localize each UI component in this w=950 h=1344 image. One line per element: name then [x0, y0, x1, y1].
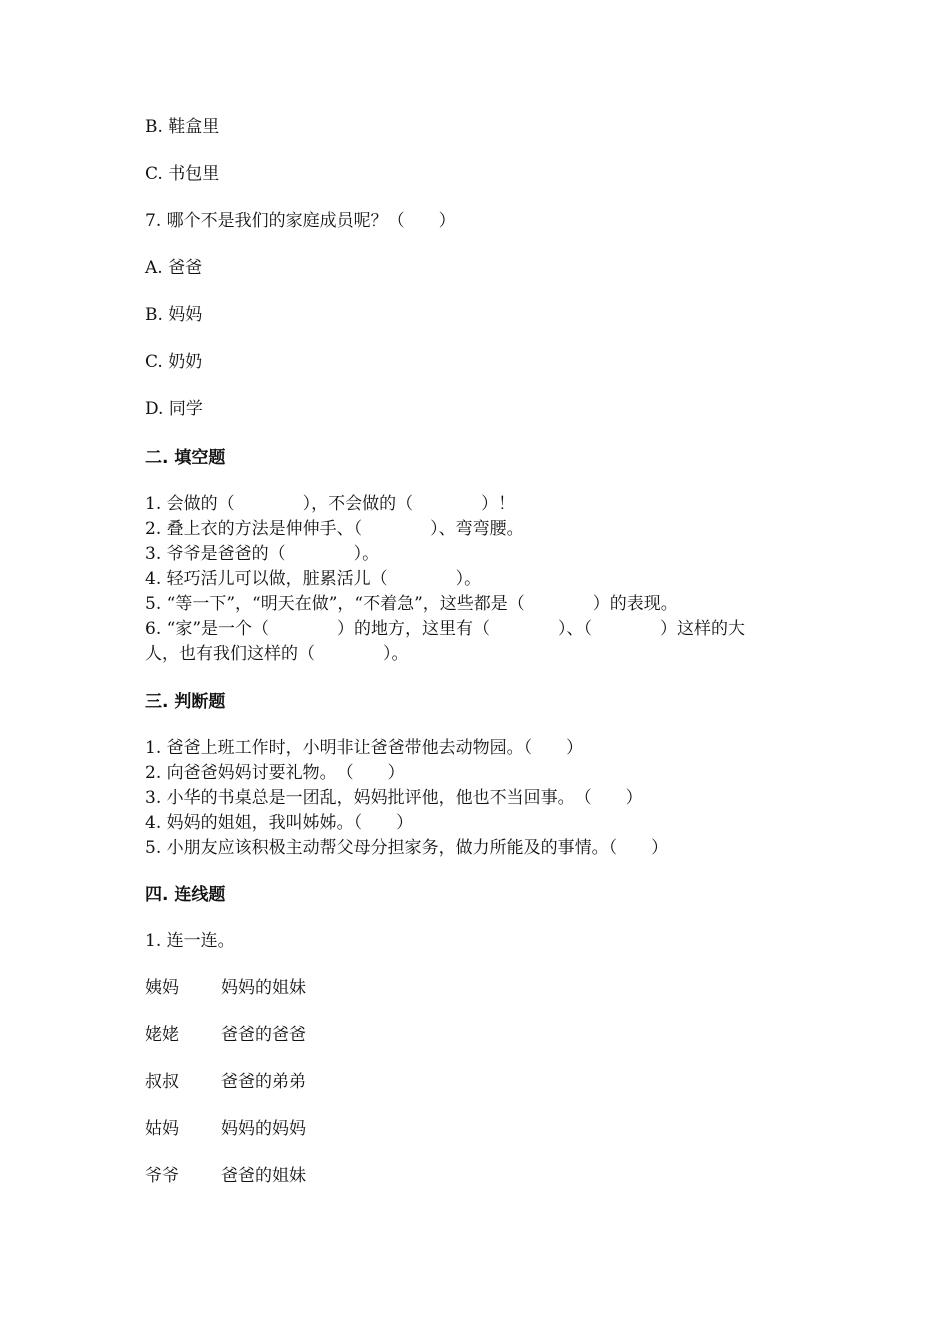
match-left-term: 姑妈 — [145, 1119, 179, 1139]
match-right-term: 妈妈的姐妹 — [221, 978, 306, 998]
match-prompt: 1. 连一连。 — [145, 931, 235, 951]
match-right-term: 爸爸的姐妹 — [221, 1166, 306, 1186]
section3-title: 三. 判断题 — [145, 692, 226, 712]
q7-option-c: C. 奶奶 — [145, 352, 203, 372]
judge-item-4: 4. 妈妈的姐姐，我叫姊姊。（ ） — [145, 813, 414, 833]
fill-item-6-cont: 人，也有我们这样的（ ）。 — [145, 644, 409, 664]
match-left-term: 叔叔 — [145, 1072, 179, 1092]
judge-item-1: 1. 爸爸上班工作时，小明非让爸爸带他去动物园。（ ） — [145, 738, 584, 758]
match-right-term: 妈妈的妈妈 — [221, 1119, 306, 1139]
fill-item-2: 2. 叠上衣的方法是伸伸手、（ ）、弯弯腰。 — [145, 519, 524, 539]
fill-item-3: 3. 爷爷是爸爸的（ ）。 — [145, 544, 380, 564]
fill-item-5: 5. “等一下”，“明天在做”，“不着急”，这些都是（ ）的表现。 — [145, 594, 678, 614]
judge-item-2: 2. 向爸爸妈妈讨要礼物。 （ ） — [145, 763, 405, 783]
match-left-term: 爷爷 — [145, 1166, 179, 1186]
judge-item-3: 3. 小华的书桌总是一团乱，妈妈批评他，他也不当回事。 （ ） — [145, 788, 643, 808]
fill-item-6: 6. “家”是一个（ ）的地方，这里有（ ）、（ ）这样的大 — [145, 619, 746, 639]
q7-stem: 7. 哪个不是我们的家庭成员呢？（ ） — [145, 211, 456, 231]
judge-item-5: 5. 小朋友应该积极主动帮父母分担家务，做力所能及的事情。（ ） — [145, 838, 669, 858]
match-right-term: 爸爸的爸爸 — [221, 1025, 306, 1045]
q7-option-b: B. 妈妈 — [145, 305, 203, 325]
match-left-term: 姨妈 — [145, 978, 179, 998]
q7-option-a: A. 爸爸 — [145, 258, 203, 278]
match-left-term: 姥姥 — [145, 1025, 179, 1045]
section2-title: 二. 填空题 — [145, 448, 226, 468]
q7-option-d: D. 同学 — [145, 399, 203, 419]
q6-option-c: C. 书包里 — [145, 164, 220, 184]
fill-item-1: 1. 会做的（ ），不会做的（ ）！ — [145, 494, 516, 514]
match-right-term: 爸爸的弟弟 — [221, 1072, 306, 1092]
q6-option-b: B. 鞋盒里 — [145, 117, 220, 137]
section4-title: 四. 连线题 — [145, 885, 226, 905]
fill-item-4: 4. 轻巧活儿可以做，脏累活儿（ ）。 — [145, 569, 482, 589]
